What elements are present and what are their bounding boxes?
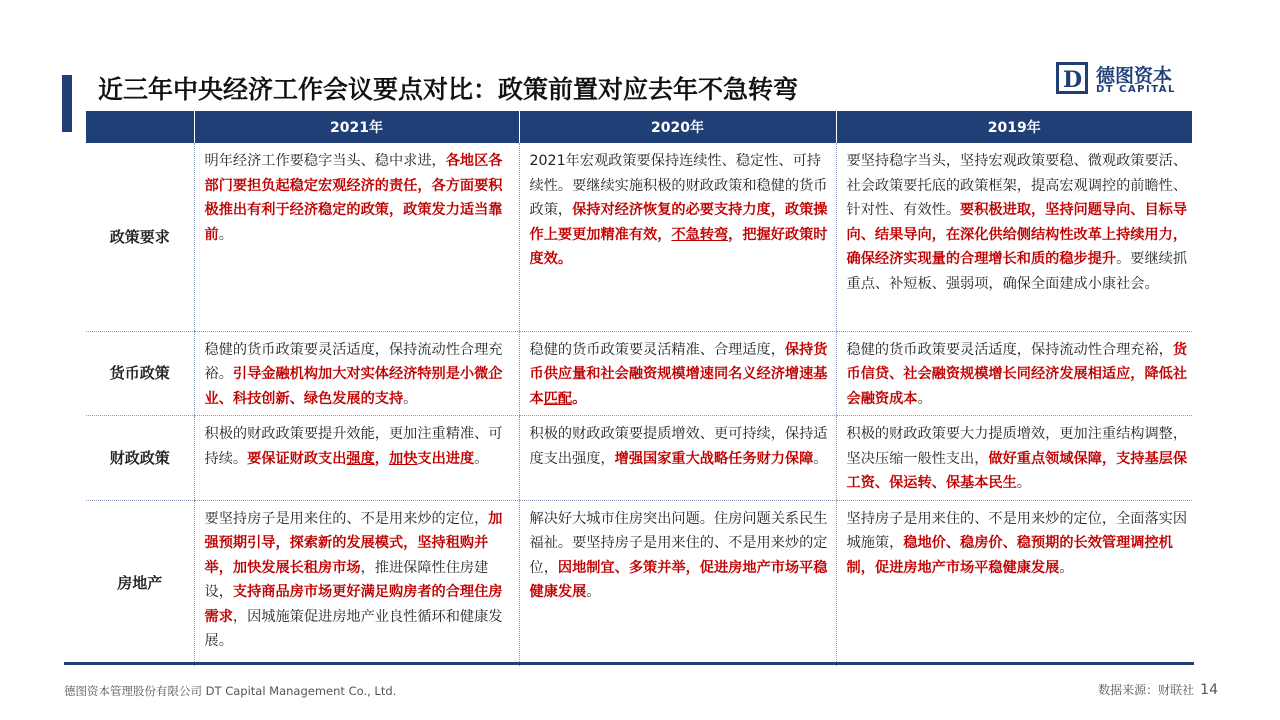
- highlighted-text: 要积极进取，坚持问题导向、目标导向、结果导向，在深化供给侧结构性改革上持续用力，确保经济实现量的合理增长和质的稳步提升: [846, 202, 1188, 267]
- cell-text: 稳健的货币政策要灵活适度，保持流动性合理充裕，: [846, 341, 1173, 358]
- table-cell: [836, 331, 1192, 416]
- cell-text: 解决好大城市住房突出问题。住房问题关系民生福祉。要坚持房子是用来住的、不是用来炒的定位，: [529, 510, 828, 576]
- highlighted-text: ，把握好政策时度效。: [529, 226, 828, 267]
- highlighted-text: 保持对经济恢复的必要支持力度，政策操作上要更加精准有效，: [529, 202, 828, 243]
- table-cell: [519, 143, 836, 331]
- table-row-real-estate: [86, 500, 1192, 666]
- company-logo: [1056, 62, 1196, 98]
- cell-text: 。: [813, 450, 828, 467]
- cell-text: 。: [218, 226, 233, 243]
- row-label: 政策要求: [86, 143, 194, 331]
- page-number: 14: [1200, 682, 1218, 698]
- row-label: 财政政策: [86, 416, 194, 501]
- highlighted-text: 匹配: [543, 390, 573, 407]
- table-header-2020: 2020年: [519, 111, 836, 143]
- highlighted-text: 。: [572, 390, 587, 407]
- table-row-monetary-policy: [86, 331, 1192, 416]
- footer-source: [1098, 681, 1218, 698]
- cell-text: 积极的财政政策要提升效能，更加注重精准、可持续。: [204, 426, 503, 467]
- highlighted-text: 保持货币供应量和社会融资规模增速同名义经济增速基本: [529, 341, 828, 407]
- highlighted-text: 因地制宜、多策并举，促进房地产市场平稳健康发展: [529, 559, 828, 600]
- highlighted-text: 做好重点领域保障，支持基层保工资、保运转、保基本民生: [846, 450, 1188, 491]
- table-header-2021: 2021年: [194, 111, 519, 143]
- logo-d-icon: D: [1056, 62, 1088, 94]
- highlighted-text: 不急转弯: [671, 226, 729, 243]
- cell-text: 稳健的货币政策要灵活精准、合理适度，: [529, 341, 785, 358]
- highlighted-text: 加强预期引导，探索新的发展模式，坚持租购并举，加快发展长租房市场: [204, 510, 503, 576]
- highlighted-text: 增强国家重大战略任务财力保障: [614, 450, 814, 467]
- table-header-corner: [86, 111, 194, 143]
- highlighted-text: 要保证财政支出: [247, 450, 347, 467]
- table-cell: [836, 500, 1192, 666]
- table-cell: [194, 500, 519, 666]
- highlighted-text: 稳地价、稳房价、稳预期的长效管理调控机制，促进房地产市场平稳健康发展: [846, 535, 1173, 576]
- table-cell: [194, 143, 519, 331]
- highlighted-text: 加快: [389, 450, 418, 467]
- highlighted-text: 强度: [346, 450, 375, 467]
- policy-comparison-table: [86, 111, 1192, 666]
- row-label: 房地产: [117, 574, 163, 592]
- cell-text: 积极的财政政策要大力提质增效，更加注重结构调整，坚决压缩一般性支出，: [846, 426, 1188, 467]
- cell-text: 。: [586, 584, 601, 600]
- cell-text: 要坚持房子是用来住的、不是用来炒的定位，: [204, 510, 489, 527]
- footer-divider: [64, 662, 1194, 665]
- cell-text: 。: [917, 390, 932, 407]
- highlighted-text: 各地区各部门要担负起稳定宏观经济的责任，各方面要积极推出有利于经济稳定的政策，政策发力适当靠前: [204, 153, 503, 243]
- cell-text: 。: [1059, 559, 1074, 576]
- highlighted-text: 支持商品房市场更好满足购房者的合理住房需求: [204, 584, 503, 625]
- title-accent-bar: [62, 75, 72, 132]
- cell-text: 。: [1016, 475, 1031, 491]
- cell-text: 明年经济工作要稳字当头、稳中求进，: [204, 153, 446, 169]
- highlighted-text: 支出进度: [417, 450, 475, 467]
- cell-text: 。: [403, 390, 418, 407]
- table-cell: [194, 416, 519, 501]
- cell-text: 要坚持稳字当头，坚持宏观政策要稳、微观政策要活、社会政策要托底的政策框架，提高宏观调控的前瞻性、针对性、有效性。: [846, 153, 1188, 218]
- table-header-2019: 2019年: [836, 111, 1192, 143]
- footer-source-text: 数据来源：财联社: [1098, 683, 1195, 697]
- table-row-policy-requirement: [86, 143, 1192, 331]
- table-cell: [836, 416, 1192, 501]
- cell-text: 2021年宏观政策要保持连续性、稳定性、可持续性。要继续实施积极的财政政策和稳健的货币政策，: [529, 153, 828, 218]
- page-title: 近三年中央经济工作会议要点对比：政策前置对应去年不急转弯: [98, 75, 799, 104]
- logo-name-cn: 德图资本: [1096, 65, 1173, 87]
- row-label: 货币政策: [86, 331, 194, 416]
- highlighted-text: ，: [374, 450, 389, 467]
- table-cell: [836, 143, 1192, 331]
- cell-text: 稳健的货币政策要灵活适度，保持流动性合理充裕。: [204, 341, 503, 382]
- logo-name-en: DT CAPITAL: [1096, 84, 1176, 95]
- cell-text: ，推进保障性住房建设，: [204, 559, 489, 600]
- cell-text: 。要继续抓重点、补短板、强弱项，确保全面建成小康社会。: [846, 251, 1188, 292]
- table-header-row: [86, 111, 1192, 143]
- footer-company: 德图资本管理股份有限公司 DT Capital Management Co., Ltd.: [64, 684, 397, 698]
- table-cell: [519, 500, 836, 666]
- table-row-fiscal-policy: [86, 416, 1192, 501]
- table-cell: [194, 331, 519, 416]
- highlighted-text: 引导金融机构加大对实体经济特别是小微企业、科技创新、绿色发展的支持: [204, 366, 503, 407]
- highlighted-text: 货币信贷、社会融资规模增长同经济发展相适应，降低社会融资成本: [846, 341, 1188, 407]
- cell-text: ，因城施策促进房地产业良性循环和健康发展。: [204, 608, 503, 649]
- cell-text: 积极的财政政策要提质增效、更可持续，保持适度支出强度，: [529, 426, 828, 467]
- table-cell: [519, 416, 836, 501]
- cell-text: 。: [474, 450, 489, 467]
- table-cell: [519, 331, 836, 416]
- cell-text: 坚持房子是用来住的、不是用来炒的定位，全面落实因城施策，: [846, 510, 1188, 551]
